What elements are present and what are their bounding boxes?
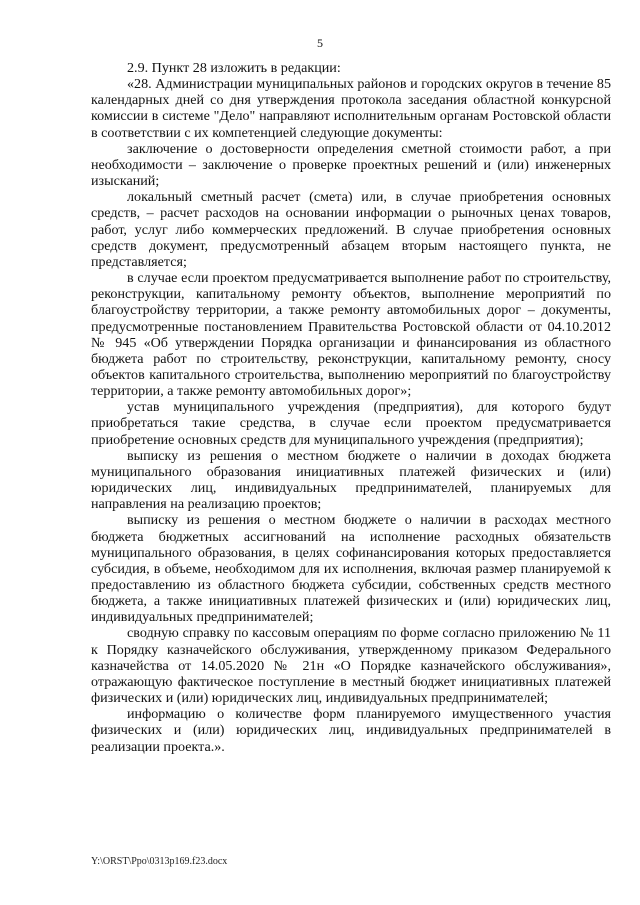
paragraph-estimate-conclusion: заключение о достоверности определения сметной стоимости работ, а при необходимости – заключение о проверке проектных решений и (или) инженерных изысканий;	[91, 140, 611, 190]
paragraph-construction-documents: в случае если проектом предусматривается выполнение работ по строительству, реконструкции, капитальному ремонту объектов, выполнение мероприятий по благоустройству территории, а также ремонту автомобильных дорог – документы, предусмотренные постановлением Правительства Ростовской области от 04.10.2012 № 945 «Об утверждении Порядка организации и финансирования из областного бюджета работ по строительству, реконструкции, капитальному ремонту, сносу объектов капитального строительства, выполнению мероприятий по благоустройству территории, а также ремонту автомобильных дорог»;	[91, 270, 611, 400]
paragraph-participation-info: информацию о количестве форм планируемого имущественного участия физических и (или) юридических лиц, индивидуальных предпринимателей в реализации проекта.».	[91, 706, 611, 755]
paragraph-budget-income-extract: выписку из решения о местном бюджете о наличии в доходах бюджета муниципального образования инициативных платежей физических и (или) юридических лиц, индивидуальных предпринимателей, планируемых для направления на реализацию проектов;	[91, 447, 611, 513]
footer-file-path: Y:\ORST\Ppo\0313p169.f23.docx	[91, 856, 228, 867]
page-number: 5	[317, 36, 323, 50]
paragraph-institution-charter: устав муниципального учреждения (предприятия), для которого будут приобретаться такие средства, в случае если проектом предусматривается приобретение основных средств для муниципального учреждения (предприятия);	[91, 399, 611, 448]
document-body	[91, 60, 611, 755]
paragraph-budget-expense-extract: выписку из решения о местном бюджете о наличии в расходах местного бюджета бюджетных ассигнований на исполнение расходных обязательств муниципального образования, в целях софинансирования которых предоставляется субсидия, в объеме, необходимом для их исполнения, включая размер планируемой к предоставлению из областного бюджета субсидии, собственных средств местного бюджета, а также инициативных платежей физических и (или) юридических лиц, индивидуальных предпринимателей;	[91, 512, 611, 626]
paragraph-cash-operations-report: сводную справку по кассовым операциям по форме согласно приложению № 11 к Порядку казначейского обслуживания, утвержденному приказом Федерального казначейства от 14.05.2020 № 21н «О Порядке казначейского обслуживания», отражающую фактическое поступление в местный бюджет инициативных платежей физических и (или) юридических лиц, индивидуальных предпринимателей;	[91, 625, 611, 707]
paragraph-item-2-9: 2.9. Пункт 28 изложить в редакции:	[127, 60, 341, 76]
paragraph-item-28-intro: «28. Администрации муниципальных районов и городских округов в течение 85 календарных дней со дня утверждения протокола заседания областной конкурсной комиссии в системе "Дело" направляют исполнительным органам Ростовской области в соответствии с их компетенцией следующие документы:	[91, 76, 611, 141]
paragraph-local-estimate: локальный сметный расчет (смета) или, в случае приобретения основных средств, – расчет расходов на основании информации о рыночных ценах товаров, работ, услуг либо коммерческих предложений. В случае приобретения основных средств документ, предусмотренный абзацем вторым настоящего пункта, не представляется;	[91, 189, 611, 270]
